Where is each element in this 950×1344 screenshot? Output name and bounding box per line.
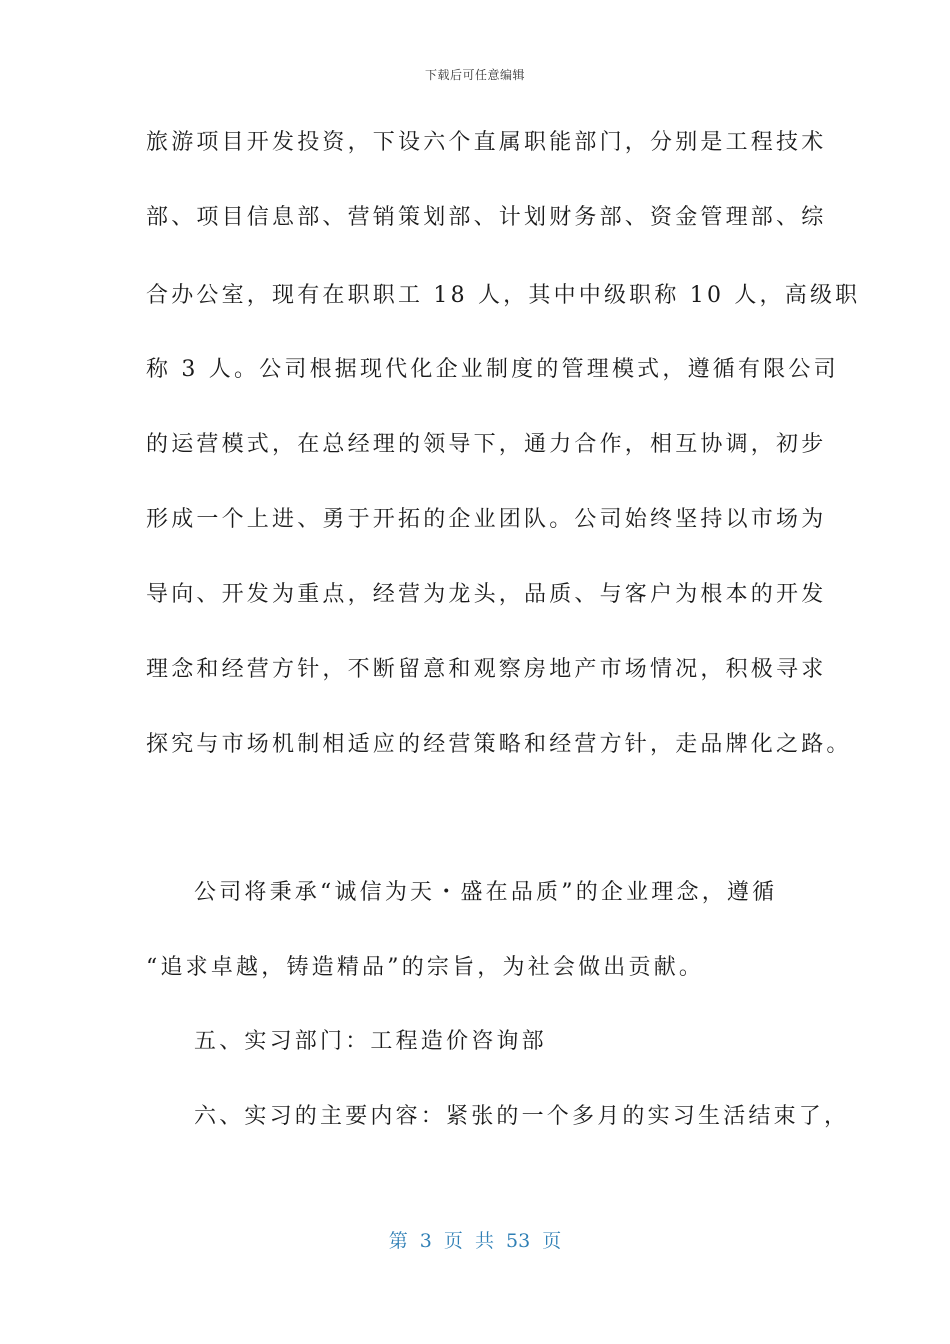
text-line: 旅游项目开发投资，下设六个直属职能部门，分别是工程技术 xyxy=(146,130,827,155)
text-line: “追求卓越，铸造精品”的宗旨，为社会做出贡献。 xyxy=(146,955,705,980)
text-line: 导向、开发为重点，经营为龙头，品质、与客户为根本的开发 xyxy=(146,582,827,607)
text-line: 公司将秉承“诚信为天・盛在品质”的企业理念，遵循 xyxy=(194,880,778,905)
text-line: 形成一个上进、勇于开拓的企业团队。公司始终坚持以市场为 xyxy=(146,507,827,532)
header-note: 下载后可任意编辑 xyxy=(424,68,525,82)
section-heading-internship-department: 五、实习部门：工程造价咨询部 xyxy=(194,1029,547,1054)
text-line: 理念和经营方针，不断留意和观察房地产市场情况，积极寻求 xyxy=(146,657,827,682)
text-line: 的运营模式，在总经理的领导下，通力合作，相互协调，初步 xyxy=(146,432,827,457)
text-line: 合办公室，现有在职职工 18 人，其中中级职称 10 人，高级职 xyxy=(146,283,861,308)
page-number: 第 3 页 共 53 页 xyxy=(388,1230,562,1252)
text-line: 探究与市场机制相适应的经营策略和经营方针，走品牌化之路。 xyxy=(146,732,852,757)
section-heading-internship-content: 六、实习的主要内容：紧张的一个多月的实习生活结束了， xyxy=(194,1104,850,1129)
text-line: 部、项目信息部、营销策划部、计划财务部、资金管理部、综 xyxy=(146,205,827,230)
text-line: 称 3 人。公司根据现代化企业制度的管理模式，遵循有限公司 xyxy=(146,357,839,382)
